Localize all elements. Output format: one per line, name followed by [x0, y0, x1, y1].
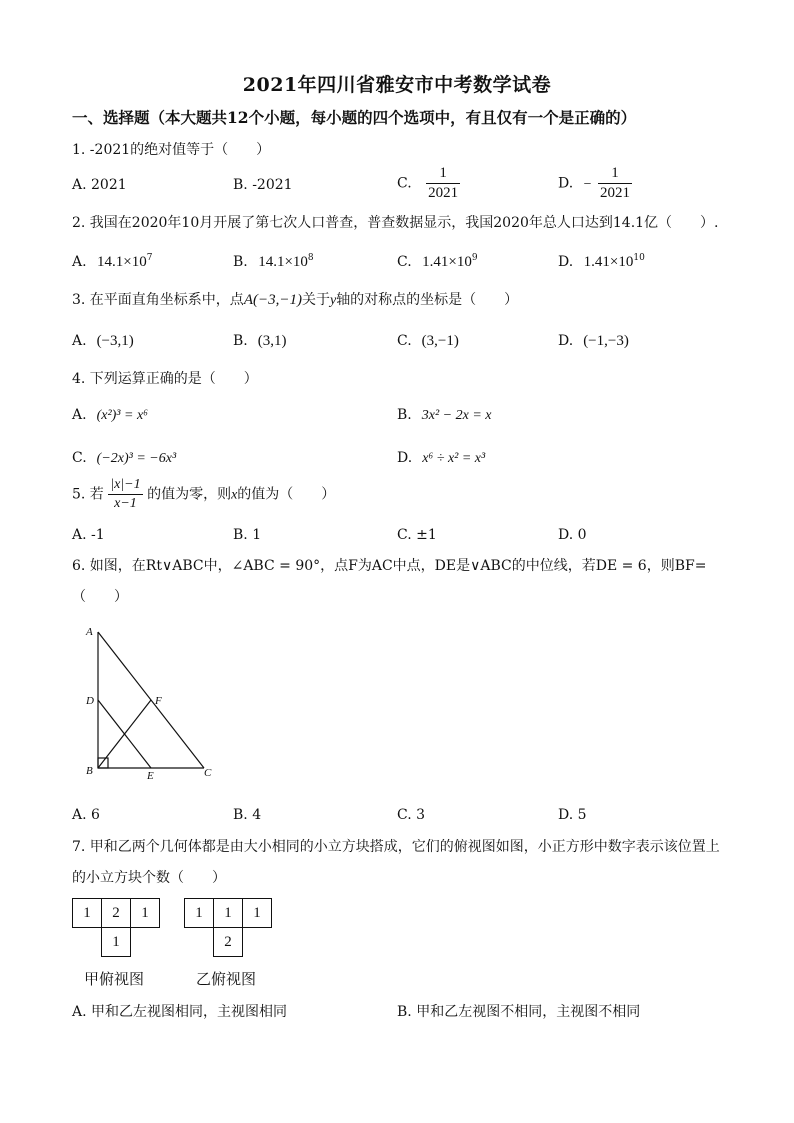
label-c: C: [204, 767, 212, 779]
q4-option-d: D. x⁶ ÷ x² = x³: [397, 450, 486, 466]
q6-stem-line1: 6. 如图，在Rt∨ABC中，∠ABC = 90°，点F为AC中点，DE是∨ABC的中位线，若DE = 6，则BF=: [72, 558, 707, 574]
jia-cell: 1: [102, 928, 131, 957]
section-heading: 一、选择题（本大题共12个小题，每小题的四个选项中，有且仅有一个是正确的）: [72, 108, 637, 127]
jia-caption: 甲俯视图: [84, 970, 145, 988]
label-a: A: [86, 626, 93, 638]
q5-option-d: D. 0: [558, 527, 587, 543]
jia-cell: 1: [131, 899, 160, 928]
jia-top-view-grid: [72, 898, 160, 957]
yi-cell: 1: [214, 899, 243, 928]
q7-stem-line2: 的小立方块个数（ ）: [72, 870, 226, 886]
q2-stem: 2. 我国在2020年10月开展了第七次人口普查，普查数据显示，我国2020年总人口达到14.1亿（ ）.: [72, 215, 719, 231]
q3-stem: 3. 在平面直角坐标系中，点A(−3,−1)关于y轴的对称点的坐标是（ ）: [72, 292, 519, 308]
q1-option-c: C. $\frac{1}{2021}$: [397, 165, 459, 201]
yi-cell: 1: [243, 899, 272, 928]
q2-option-a: A. $14.1\times 10^7$: [72, 253, 153, 270]
q4-option-c: C. (−2x)³ = −6x³: [72, 450, 177, 466]
yi-cell: 2: [214, 928, 243, 957]
q1-stem: 1. -2021的绝对值等于（ ）: [72, 142, 271, 158]
q3-option-d: D. (−1,−3): [558, 333, 629, 349]
q3-option-b: B. (3,1): [233, 333, 287, 349]
q4-option-b: B. 3x² − 2x = x: [397, 407, 492, 423]
jia-cell: 2: [102, 899, 131, 928]
q5-stem: 5. 若 $\frac{|x|-1}{x-1}$ 的值为零，则x的值为（ ）: [72, 477, 336, 511]
label-d: D: [86, 695, 94, 707]
q7-option-b: B. 甲和乙左视图不相同，主视图不相同: [397, 1004, 641, 1020]
label-f: F: [155, 695, 162, 707]
q4-option-a: A. (x²)³ = x⁶: [72, 407, 149, 423]
q3-option-a: A. (−3,1): [72, 333, 134, 349]
q1-option-a: A. 2021: [72, 177, 127, 193]
page-title: 2021年四川省雅安市中考数学试卷: [242, 74, 552, 96]
q1-option-b: B. -2021: [233, 177, 293, 193]
q2-option-d: D. $1.41\times 10^{10}$: [558, 253, 645, 270]
q7-option-a: A. 甲和乙左视图相同，主视图相同: [72, 1004, 288, 1020]
label-e: E: [147, 770, 154, 782]
q6-stem-line2: （ ）: [72, 589, 128, 605]
triangle-figure: [80, 620, 230, 785]
q5-option-a: A. -1: [72, 527, 105, 543]
yi-caption: 乙俯视图: [196, 970, 257, 988]
jia-cell: 1: [73, 899, 102, 928]
q2-option-c: C. $1.41\times 10^9$: [397, 253, 478, 270]
q1-option-d: D. − $\frac{1}{2021}$: [558, 165, 630, 201]
q6-option-a: A. 6: [72, 807, 100, 823]
q6-option-c: C. 3: [397, 807, 426, 823]
q5-option-b: B. 1: [233, 527, 262, 543]
q2-option-b: B. $14.1\times 10^8$: [233, 253, 314, 270]
q5-option-c: C. ±1: [397, 527, 437, 543]
q4-stem: 4. 下列运算正确的是（ ）: [72, 371, 258, 387]
q6-option-d: D. 5: [558, 807, 587, 823]
q7-stem-line1: 7. 甲和乙两个几何体都是由大小相同的小立方块搭成，它们的俯视图如图，小正方形中数字表示该位置上: [72, 839, 720, 855]
q3-option-c: C. (3,−1): [397, 333, 459, 349]
label-b: B: [86, 765, 93, 777]
q6-option-b: B. 4: [233, 807, 262, 823]
yi-cell: 1: [185, 899, 214, 928]
yi-top-view-grid: [184, 898, 272, 957]
